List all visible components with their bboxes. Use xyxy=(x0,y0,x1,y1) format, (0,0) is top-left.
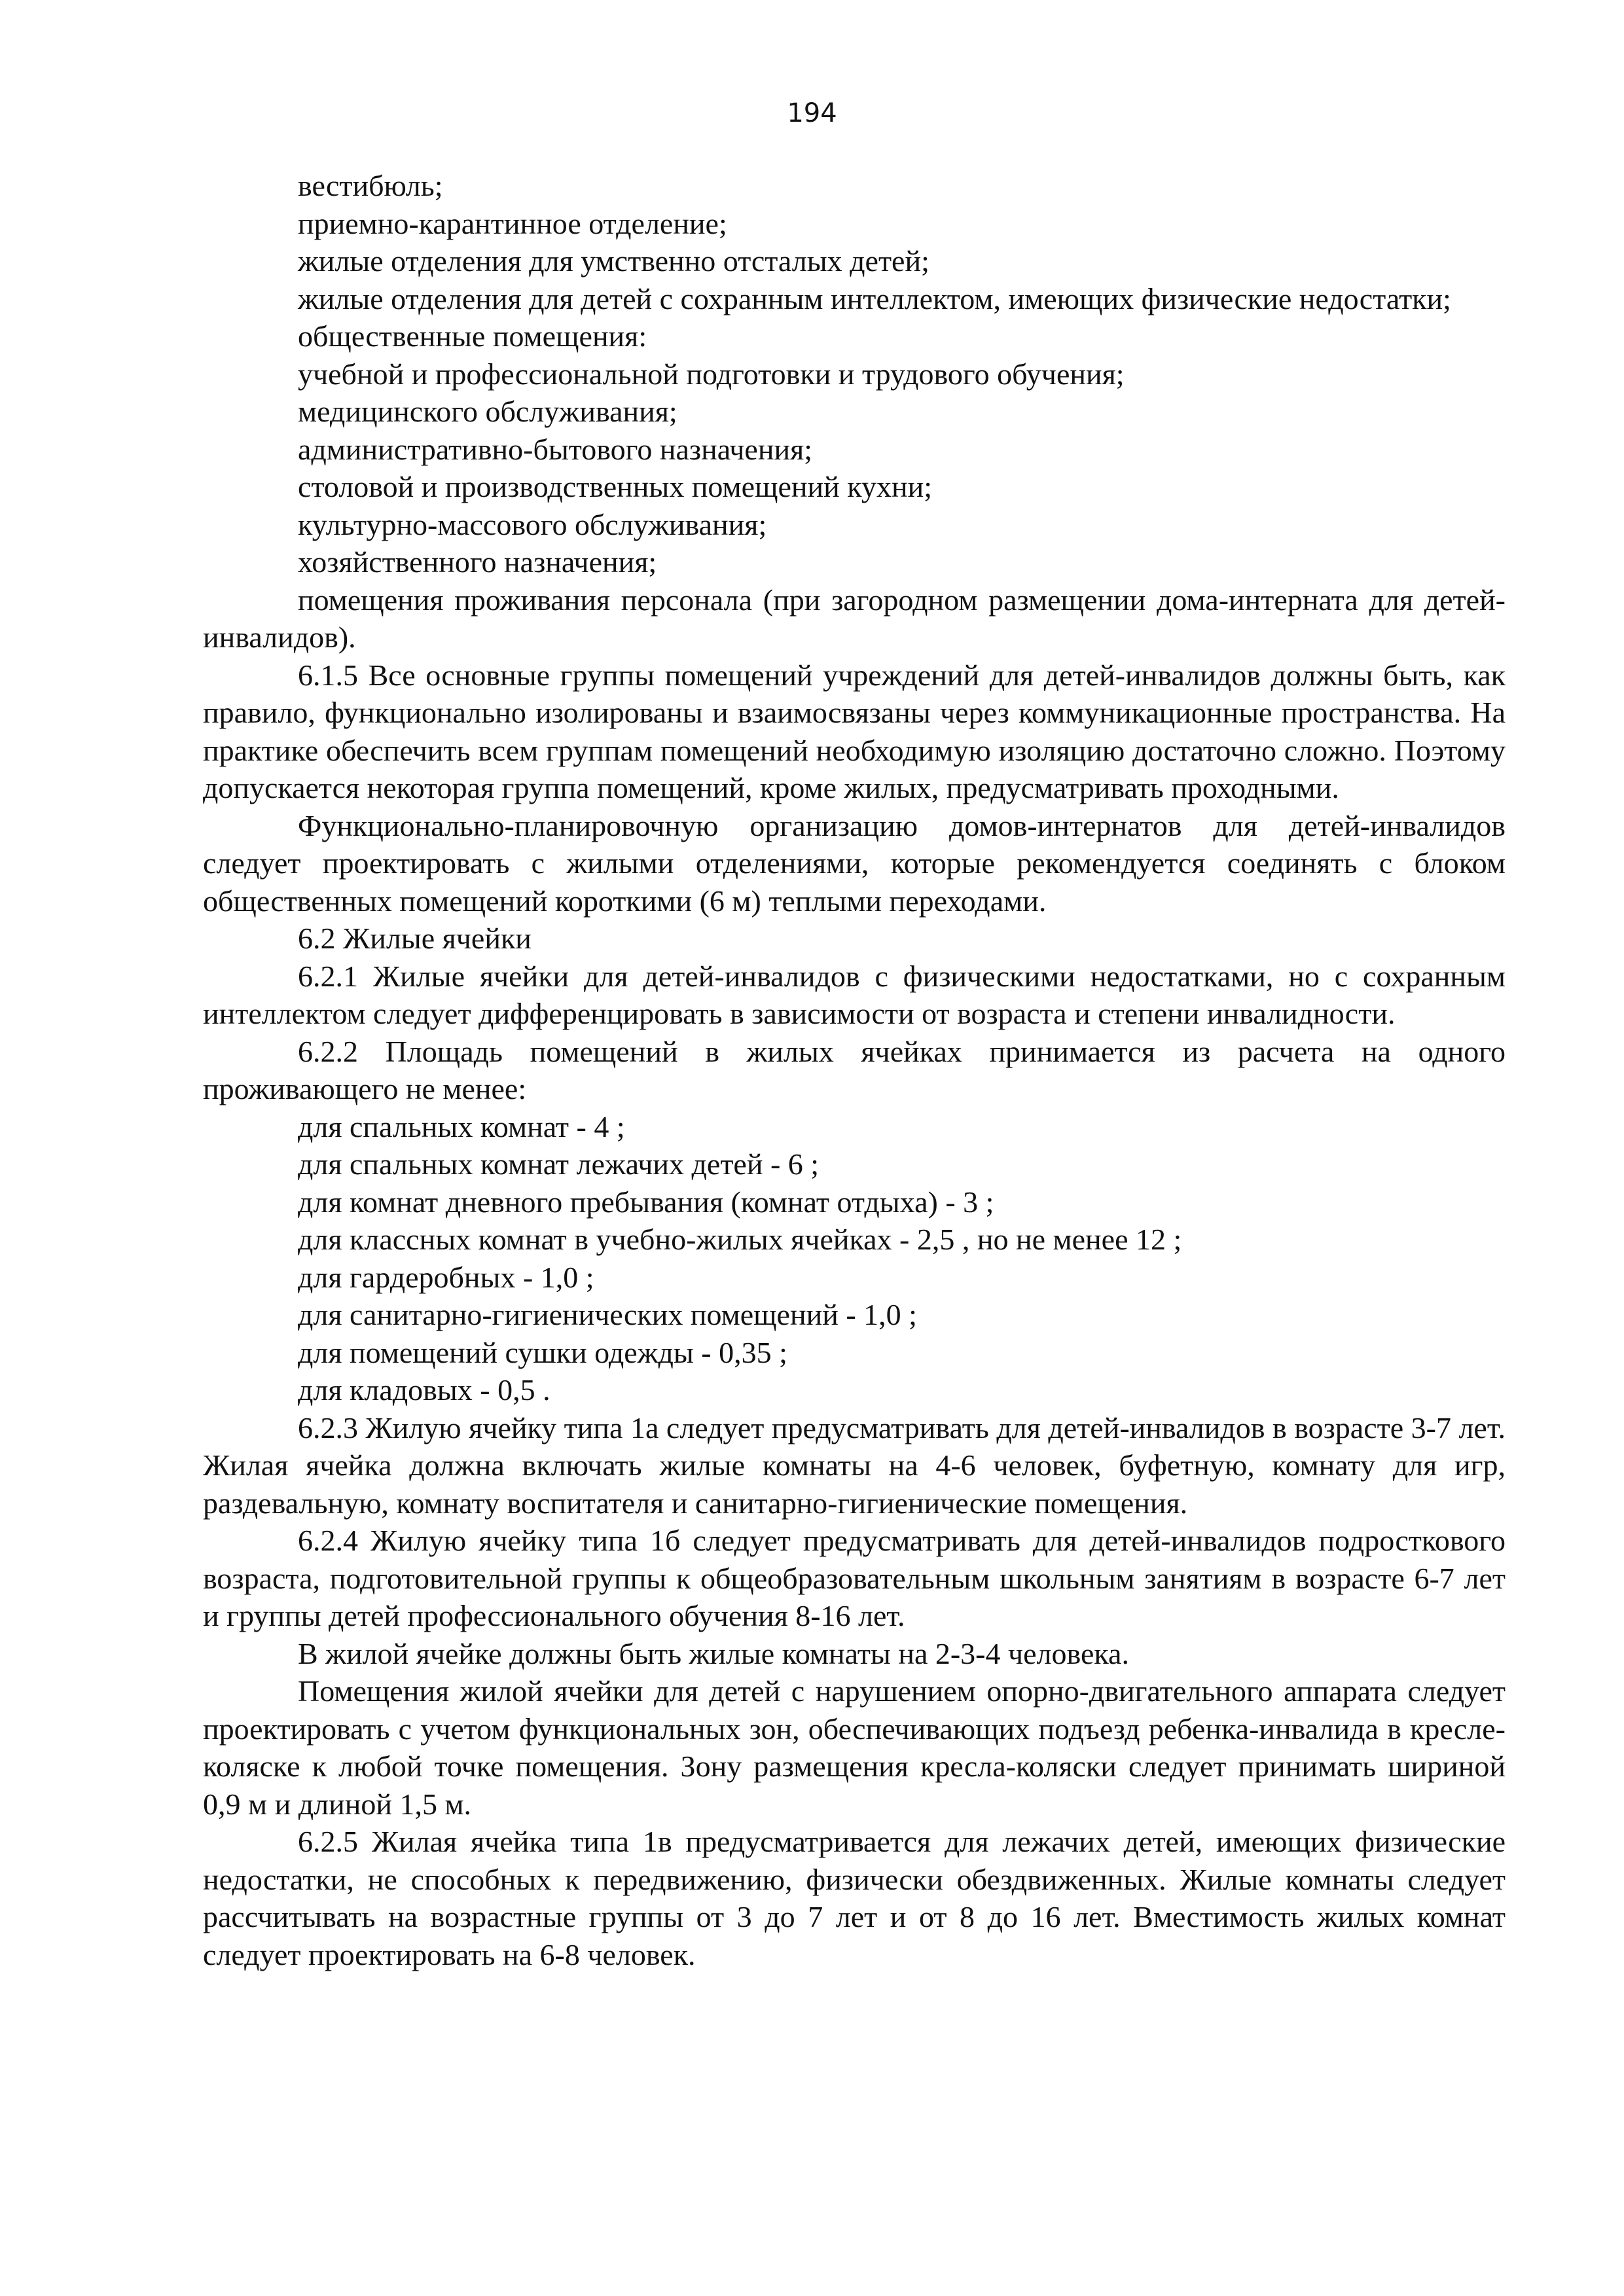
paragraph: помещения проживания персонала (при загородном размещении дома-интерната для детей-инвалидов). xyxy=(203,583,1506,654)
list-item: приемно-карантинное отделение; xyxy=(298,206,727,240)
list-item: жилые отделения для умственно отсталых детей; xyxy=(298,244,929,278)
list-item: вестибюль; xyxy=(298,169,443,202)
list-item: учебной и профессиональной подготовки и трудового обучения; xyxy=(298,357,1125,391)
list-item: административно-бытового назначения; xyxy=(298,432,813,466)
area-norm-item: для спальных комнат лежачих детей - 6 ; xyxy=(298,1147,820,1181)
paragraph: 6.1.5 Все основные группы помещений учреждений для детей-инвалидов должны быть, как правило, функционально изолированы и взаимосвязаны через коммуникационные пространства. На практике обеспечить всем группам помещений необходимую изоляцию достаточно сложно. Поэтому допускается некоторая группа помещений, кроме жилых, предусматривать проходными. xyxy=(203,658,1506,804)
area-norm-item: для спальных комнат - 4 ; xyxy=(298,1109,625,1143)
paragraph: 6.2.5 Жилая ячейка типа 1в предусматривается для лежачих детей, имеющих физические недостатки, не способных к передвижению, физически обездвиженных. Жилые комнаты следует рассчитывать на возрастные группы от 3 до 7 лет и от 8 до 16 лет. Вместимость жилых комнат следует проектировать на 6-8 человек. xyxy=(203,1825,1506,1971)
list-item: хозяйственного назначения; xyxy=(298,545,657,579)
paragraph: 6.2.3 Жилую ячейку типа 1а следует предусматривать для детей-инвалидов в возрасте 3-7 лет. Жилая ячейка должна включать жилые комнаты на 4-6 человек, буфетную, комнату для игр, раздевальную, комнату воспитателя и санитарно-гигиенические помещения. xyxy=(203,1410,1506,1520)
area-norm-item: для кладовых - 0,5 . xyxy=(298,1373,550,1407)
paragraph: Функционально-планировочную организацию домов-интернатов для детей-инвалидов следует проектировать с жилыми отделениями, которые рекомендуется соединять с блоком общественных помещений короткими (6 м) теплыми переходами. xyxy=(203,808,1506,918)
area-norm-item: для санитарно-гигиенических помещений - 1,0 ; xyxy=(298,1298,917,1331)
paragraph: 6.2.2 Площадь помещений в жилых ячейках принимается из расчета на одного проживающего не менее: xyxy=(203,1034,1506,1105)
area-norm-item: для классных комнат в учебно-жилых ячейках - 2,5 , но не менее 12 ; xyxy=(298,1223,1182,1256)
section-heading: 6.2 Жилые ячейки xyxy=(298,922,532,955)
area-norm-item: для гардеробных - 1,0 ; xyxy=(298,1260,594,1294)
paragraph: жилые отделения для детей с сохранным интеллектом, имеющих физические недостатки; xyxy=(298,281,1451,315)
list-item: столовой и производственных помещений кухни; xyxy=(298,470,932,503)
area-norm-item: для помещений сушки одежды - 0,35 ; xyxy=(298,1335,787,1369)
paragraph: В жилой ячейке должны быть жилые комнаты на 2-3-4 человека. xyxy=(298,1636,1129,1670)
document-body xyxy=(203,167,1506,1973)
list-item: культурно-массового обслуживания; xyxy=(298,507,767,541)
paragraph: Помещения жилой ячейки для детей с нарушением опорно-двигательного аппарата следует проектировать с учетом функциональных зон, обеспечивающих подъезд ребенка-инвалида в кресле-коляске к любой точке помещения. Зону размещения кресла-коляски следует принимать шириной 0,9 м и длиной 1,5 м. xyxy=(203,1674,1506,1821)
list-item: общественные помещения: xyxy=(298,319,647,353)
paragraph: 6.2.4 Жилую ячейку типа 1б следует предусматривать для детей-инвалидов подросткового возраста, подготовительной группы к общеобразовательным школьным занятиям в возрасте 6-7 лет и группы детей профессионального обучения 8-16 лет. xyxy=(203,1524,1506,1632)
area-norm-item: для комнат дневного пребывания (комнат отдыха) - 3 ; xyxy=(298,1185,994,1219)
page-number: 194 xyxy=(787,98,837,128)
paragraph: 6.2.1 Жилые ячейки для детей-инвалидов с физическими недостатками, но с сохранным интеллектом следует дифференцировать в зависимости от возраста и степени инвалидности. xyxy=(203,959,1506,1030)
list-item: медицинского обслуживания; xyxy=(298,395,677,428)
